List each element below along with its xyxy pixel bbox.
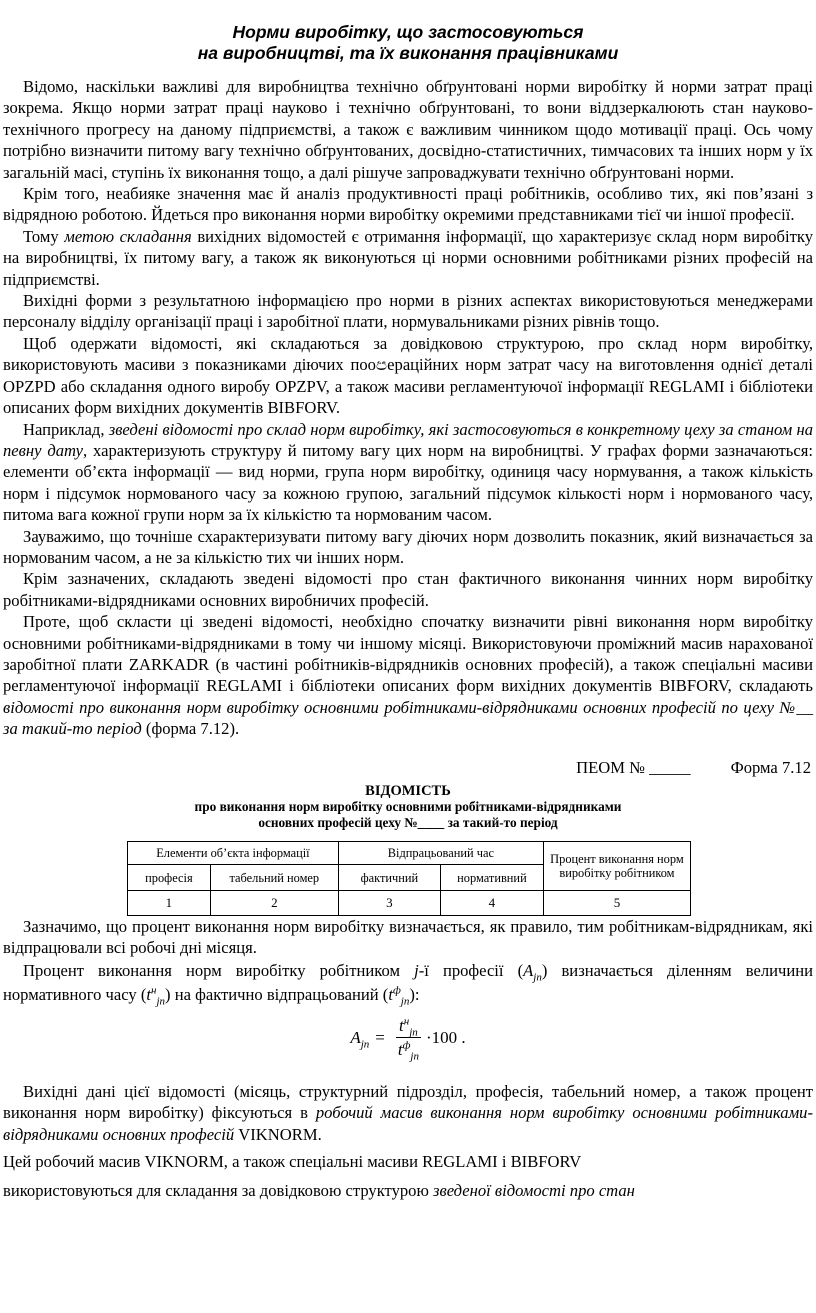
symbol-t-fact: $t^ф_{jn}$ xyxy=(388,984,410,1008)
form-subtitle-1: про виконання норм виробітку основними робітниками-відрядниками xyxy=(194,799,622,814)
form-heading xyxy=(3,783,813,831)
paragraph-14-emphasis: зведеної відомості про стан xyxy=(433,1181,635,1201)
header-percent-complete: Процент виконання норм виробітку робітником xyxy=(543,842,690,891)
column-number-5: 5 xyxy=(543,891,690,916)
paragraph-13: Цей робочий масив VIKNORM, а також спеціальні масиви REGLAMI і BIBFORV xyxy=(3,1152,582,1172)
table-header-row-1 xyxy=(128,842,691,865)
paragraph-6-text-a: Наприклад, xyxy=(23,419,109,439)
paragraph-1: Відомо, наскільки важливі для виробництва технічно обґрунтовані норми виробітку й норми затрат праці зокрема. Якщо норми затрат праці науково і технічно обґрунтовані, то вони віддзеркалюють стан науково-технічного прогресу на даному підприємстві, а також є важливим чинником щодо мотивації праці. Ось чому потрібно визначити питому вагу технічно обґрунтованих, досвідно-статистичних, тимчасових та інших норм у їх загальній масі, ступінь їх виконання тощо, а далі рішуче запроваджувати технічно обґрунтовані норми. xyxy=(3,77,813,182)
formula xyxy=(3,1015,813,1071)
paragraph-3 xyxy=(3,226,813,290)
header-normative: нормативний xyxy=(440,865,543,891)
peom-label: ПЕОМ № _____ xyxy=(576,757,691,777)
formula-fraction xyxy=(395,1015,422,1061)
symbol-t-norm: $t^н_{jn}$ xyxy=(146,984,166,1008)
paragraph-2: Крім того, неабияке значення має й аналіз продуктивності праці робітників, особливо тих, які пов’язані з відрядною роботою. Йдеться про виконання норми виробітку окремими представниками тієї чи іншої професії. xyxy=(3,184,813,225)
paragraph-3-emphasis: метою складання xyxy=(64,226,192,246)
paragraph-14 xyxy=(3,1180,813,1201)
formula-lhs: $A_{jn}$ xyxy=(350,1028,370,1051)
paragraph-9-emphasis: відомості про виконання норм виробітку основними робітниками-відрядниками основних професій по цеху №__ за такий-то період xyxy=(3,697,813,739)
column-number-4: 4 xyxy=(440,891,543,916)
paragraph-6-text-b: , характеризують структуру й питому вагу цих норм на виробництві. У графах форми зазначаються: елементи об’єкта інформації — вид норми, група норм виробітку, одиниця часу нормування, а також кількість норм і підсумок нормованого часу за кожною групою, загальний підсумок кількості норм і нормованого часу, питома вага кожної групи норм за їх кількістю та нормованим часом. xyxy=(3,440,813,525)
column-number-1: 1 xyxy=(128,891,211,916)
paragraph-6-emphasis: зведені відомості про склад норм виробітку, які застосовуються в конкретному цеху за станом на певну дату xyxy=(3,419,814,460)
symbol-a-jn: $A_{jn}$ xyxy=(523,960,542,984)
paragraph-3-text-b: вихідних відомостей є отримання інформації, що характеризує склад норм виробітку на виробництві, їх питому вагу, а також як виконуються ці норми основними робітниками різних професій на підприємстві. xyxy=(3,226,813,289)
paragraph-14-text-a: використовуються для складання за довідковою структурою xyxy=(3,1181,434,1201)
paragraph-12 xyxy=(3,1081,813,1145)
paragraph-11-j: j xyxy=(414,960,419,980)
header-profession: професія xyxy=(128,865,211,891)
paragraph-7: Зауважимо, що точніше схарактеризувати питому вагу діючих норм дозволить показник, який визначається за нормованим часом, а не за кількістю тих чи інших норм. xyxy=(3,526,813,567)
header-tab-number: табельний номер xyxy=(210,865,338,891)
column-number-2: 2 xyxy=(210,891,338,916)
paragraph-11-text-d: ) на фактично відпрацьований ( xyxy=(165,984,389,1004)
form-table xyxy=(127,841,691,916)
formula-denominator: $t^ф_{jn}$ xyxy=(397,1039,419,1063)
paragraph-11-text-a: Процент виконання норм виробітку робітником xyxy=(23,960,415,980)
paragraph-10: Зазначимо, що процент виконання норм виробітку визначається, як правило, тим робітникам-відрядникам, які відпрацювали всі робочі дні місяця. xyxy=(3,917,813,958)
paragraph-11-text-e: ): xyxy=(409,984,420,1004)
paragraph-5: Щоб одержати відомості, які складаються за довідковою структурою, про склад норм виробітку, використовують масиви з показниками діючих пооපераційних норм затрат часу на виготовлення однієї деталі OPZPD або складання одного виробу OPZPV, а також масиви регламентуючої інформації REGLAMI і бібліотеки описаних форм вихідних документів BIBFORV. xyxy=(3,333,813,418)
paragraph-8: Крім зазначених, складають зведені відомості про стан фактичного виконання чинних норм виробітку робітниками-відрядниками основних виробничих професій. xyxy=(3,569,813,610)
paragraph-11-text-b: -ї професії ( xyxy=(418,960,524,980)
paragraph-9-text-b: (форма 7.12). xyxy=(141,719,240,739)
form-subtitle-2: основних професій цеху №____ за такий-то період xyxy=(258,815,558,830)
paragraph-12-text-b: VIKNORM. xyxy=(234,1124,322,1144)
form-title: ВІДОМІСТЬ xyxy=(365,783,451,799)
paragraph-6 xyxy=(3,419,813,526)
header-actual: фактичний xyxy=(338,865,440,891)
table-row xyxy=(128,891,691,916)
paragraph-12-text-a: Вихідні дані цієї відомості (місяць, структурний підрозділ, професія, табельний номер, а також процент виконання норм виробітку) фіксуються в xyxy=(3,1081,813,1123)
paragraph-11-text-c: ) визначається діленням величини нормативного часу ( xyxy=(3,960,813,1004)
title-line-1: Норми виробітку, що застосовуються xyxy=(232,22,584,42)
form-reference xyxy=(3,757,813,778)
paragraph-11 xyxy=(3,959,813,1007)
header-worked-time: Відпрацьований час xyxy=(338,842,543,865)
header-info-elements: Елементи об’єкта інформації xyxy=(128,842,339,865)
column-number-3: 3 xyxy=(338,891,440,916)
paragraph-4: Вихідні форми з результатною інформацією про норми в різних аспектах використовуються менеджерами персоналу відділу організації праці і заробітної плати, нормувальниками різних рівнів тощо. xyxy=(3,291,813,332)
paragraph-3-text-a: Тому xyxy=(23,226,65,246)
formula-equals: = xyxy=(375,1028,385,1048)
form-number: Форма 7.12 xyxy=(730,757,811,777)
document-title xyxy=(3,22,813,64)
formula-multiplier: ·100 . xyxy=(425,1028,466,1048)
title-line-2: на виробництві, та їх виконання працівниками xyxy=(197,43,619,63)
paragraph-9-text-a: Проте, щоб скласти ці зведені відомості, необхідно спочатку визначити рівні виконання норм виробітку основними робітниками-відрядниками в тому чи іншому місяці. Використовуючи проміжний масив нарахованої заробітної плати ZARKADR (в частині робітників-відрядників основних професій), а також спеціальні масиви регламентуючої інформації REGLAMI і бібліотеки описаних форм вихідних документів BIBFORV, складають xyxy=(3,612,813,696)
formula-numerator: $t^н_{jn}$ xyxy=(396,1015,421,1038)
paragraph-9 xyxy=(3,611,813,739)
paragraph-12-emphasis: робочий масив виконання норм виробітку основними робітниками-відрядниками основних професій xyxy=(3,1103,813,1144)
